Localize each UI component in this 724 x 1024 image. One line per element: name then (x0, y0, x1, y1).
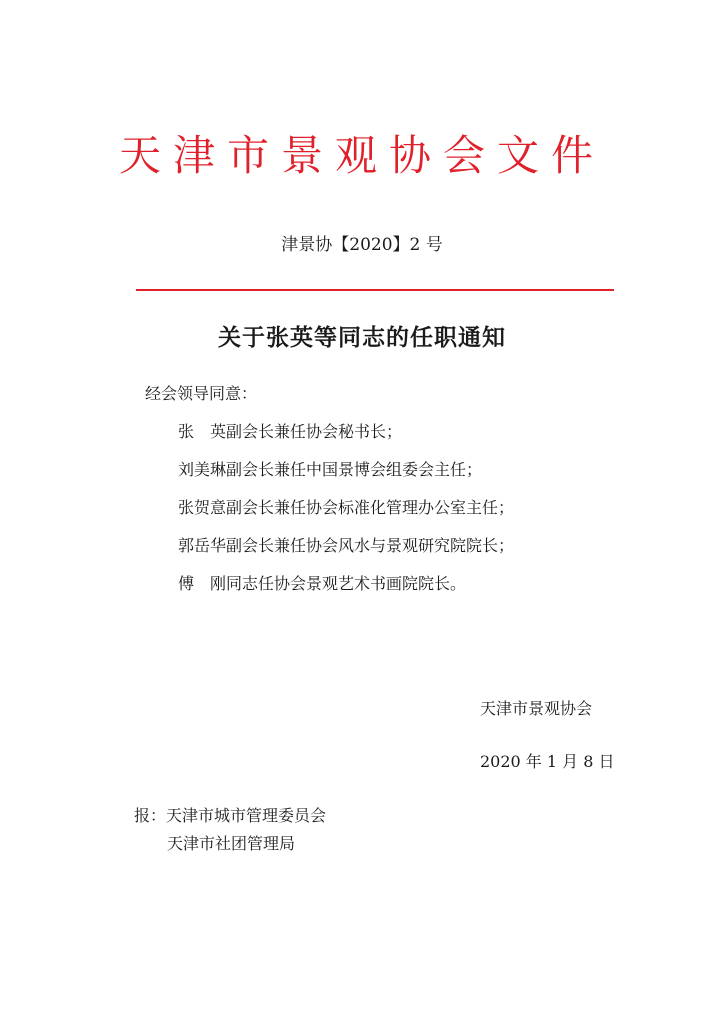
appointment-item: 张贺意副会长兼任协会标准化管理办公室主任； (178, 498, 515, 517)
cc-line-2 (134, 832, 326, 856)
appointment-item: 张 英副会长兼任协会秘书长； (178, 422, 403, 441)
cc-recipient: 天津市社团管理局 (167, 834, 296, 853)
cc-line-1 (134, 804, 326, 828)
document-header-title: 天津市景观协会文件 (118, 131, 605, 180)
cc-label: 报： (134, 806, 167, 825)
appointment-item: 郭岳华副会长兼任协会风水与景观研究院院长； (178, 536, 515, 555)
document-number: 津景协【2020】2 号 (281, 235, 443, 255)
issuer-signature: 天津市景观协会 (480, 699, 593, 718)
cc-block (134, 804, 326, 856)
notice-title: 关于张英等同志的任职通知 (218, 325, 506, 351)
issue-date: 2020 年 1 月 8 日 (480, 752, 615, 771)
appointment-list (178, 420, 514, 610)
appointment-item: 傅 刚同志任协会景观艺术书画院院长。 (178, 574, 467, 593)
appointment-item: 刘美琳副会长兼任中国景博会组委会主任； (178, 460, 483, 479)
intro-text: 经会领导同意： (145, 384, 258, 403)
header-divider (136, 289, 614, 291)
cc-recipient: 天津市城市管理委员会 (166, 806, 327, 825)
